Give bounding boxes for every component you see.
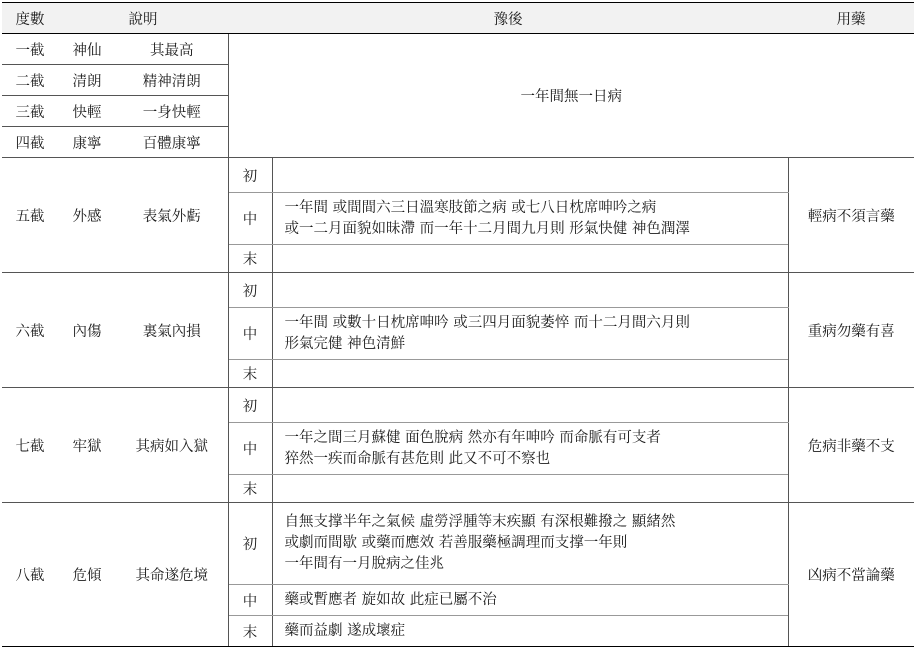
- medicine-cell: 凶病不當論藥: [788, 503, 914, 647]
- desc-cell: 其命遂危境: [116, 503, 228, 647]
- prognosis-line: 一年之間三月蘇健 面色脫病 然亦有年呻吟 而命脈有可支者: [284, 429, 661, 446]
- name-cell: 危傾: [58, 503, 116, 647]
- name-cell: 康寧: [58, 127, 116, 158]
- name-cell: 快輕: [58, 96, 116, 127]
- name-cell: 神仙: [58, 34, 116, 65]
- desc-cell: 其最高: [116, 34, 228, 65]
- table-header-row: [2, 3, 914, 34]
- medicine-cell: 輕病不須言藥: [788, 158, 914, 273]
- medicine-cell: 重病勿藥有喜: [788, 273, 914, 388]
- header-medicine: 用藥: [788, 3, 914, 34]
- prognosis-early: [272, 158, 788, 193]
- phase-mid: 中: [228, 423, 272, 475]
- header-prognosis: 豫後: [228, 3, 788, 34]
- phase-late: 末: [228, 245, 272, 273]
- phase-mid: 中: [228, 193, 272, 245]
- prognosis-table: [2, 2, 914, 647]
- phase-mid: 中: [228, 308, 272, 360]
- prognosis-mid: [272, 423, 788, 475]
- prognosis-early: [272, 388, 788, 423]
- prognosis-line: 形氣完健 神色清鮮: [284, 335, 406, 352]
- prognosis-mid: 藥或暫應者 旋如故 此症已屬不治: [272, 585, 788, 616]
- phase-mid: 中: [228, 585, 272, 616]
- medicine-cell: 危病非藥不支: [788, 388, 914, 503]
- name-cell: 牢獄: [58, 388, 116, 503]
- table-row: [2, 503, 914, 585]
- phase-late: 末: [228, 360, 272, 388]
- prognosis-line: 自無支撑半年之氣候 虛勞浮腫等末疾顯 有深根難撥之 顯緒然: [284, 514, 676, 530]
- prognosis-early: [272, 503, 788, 585]
- table-row: [2, 388, 914, 423]
- prognosis-late: [272, 245, 788, 273]
- prognosis-line: 或一二月面貌如昧滯 而一年十二月間九月則 形氣快健 神色潤澤: [284, 220, 690, 237]
- table-row: [2, 273, 914, 308]
- desc-cell: 精神清朗: [116, 65, 228, 96]
- prognosis-mid: [272, 193, 788, 245]
- phase-early: 初: [228, 273, 272, 308]
- prognosis-line: 猝然一疾而命脈有甚危則 此又不可不察也: [284, 450, 551, 467]
- desc-cell: 其病如入獄: [116, 388, 228, 503]
- prognosis-late: 藥而益劇 遂成壞症: [272, 616, 788, 647]
- name-cell: 清朗: [58, 65, 116, 96]
- name-cell: 內傷: [58, 273, 116, 388]
- prognosis-line: 一年間 或數十日枕席呻吟 或三四月面貌萎悴 而十二月間六月則: [284, 314, 690, 331]
- degree-cell: 六截: [2, 273, 58, 388]
- desc-cell: 一身快輕: [116, 96, 228, 127]
- prognosis-line: 一年間 或間間六三日溫寒肢節之病 或七八日枕席呻吟之病: [284, 199, 657, 216]
- desc-cell: 百體康寧: [116, 127, 228, 158]
- table-row: [2, 34, 914, 65]
- prognosis-cell: 一年間無一日病: [228, 34, 914, 158]
- header-explanation: 說明: [58, 3, 228, 34]
- degree-cell: 八截: [2, 503, 58, 647]
- header-degree: 度數: [2, 3, 58, 34]
- degree-cell: 一截: [2, 34, 58, 65]
- degree-cell: 二截: [2, 65, 58, 96]
- phase-early: 初: [228, 158, 272, 193]
- desc-cell: 表氣外虧: [116, 158, 228, 273]
- desc-cell: 裏氣內損: [116, 273, 228, 388]
- name-cell: 外感: [58, 158, 116, 273]
- prognosis-early: [272, 273, 788, 308]
- phase-late: 末: [228, 475, 272, 503]
- table-row: [2, 158, 914, 193]
- prognosis-late: [272, 360, 788, 388]
- phase-early: 初: [228, 503, 272, 585]
- phase-early: 初: [228, 388, 272, 423]
- prognosis-late: [272, 475, 788, 503]
- degree-cell: 四截: [2, 127, 58, 158]
- degree-cell: 三截: [2, 96, 58, 127]
- prognosis-mid: [272, 308, 788, 360]
- degree-cell: 七截: [2, 388, 58, 503]
- phase-late: 末: [228, 616, 272, 647]
- degree-cell: 五截: [2, 158, 58, 273]
- prognosis-line: 或劇而間歇 或藥而應效 若善服藥極調理而支撑一年則: [284, 535, 628, 551]
- prognosis-line: 一年間有一月脫病之佳兆: [284, 556, 444, 572]
